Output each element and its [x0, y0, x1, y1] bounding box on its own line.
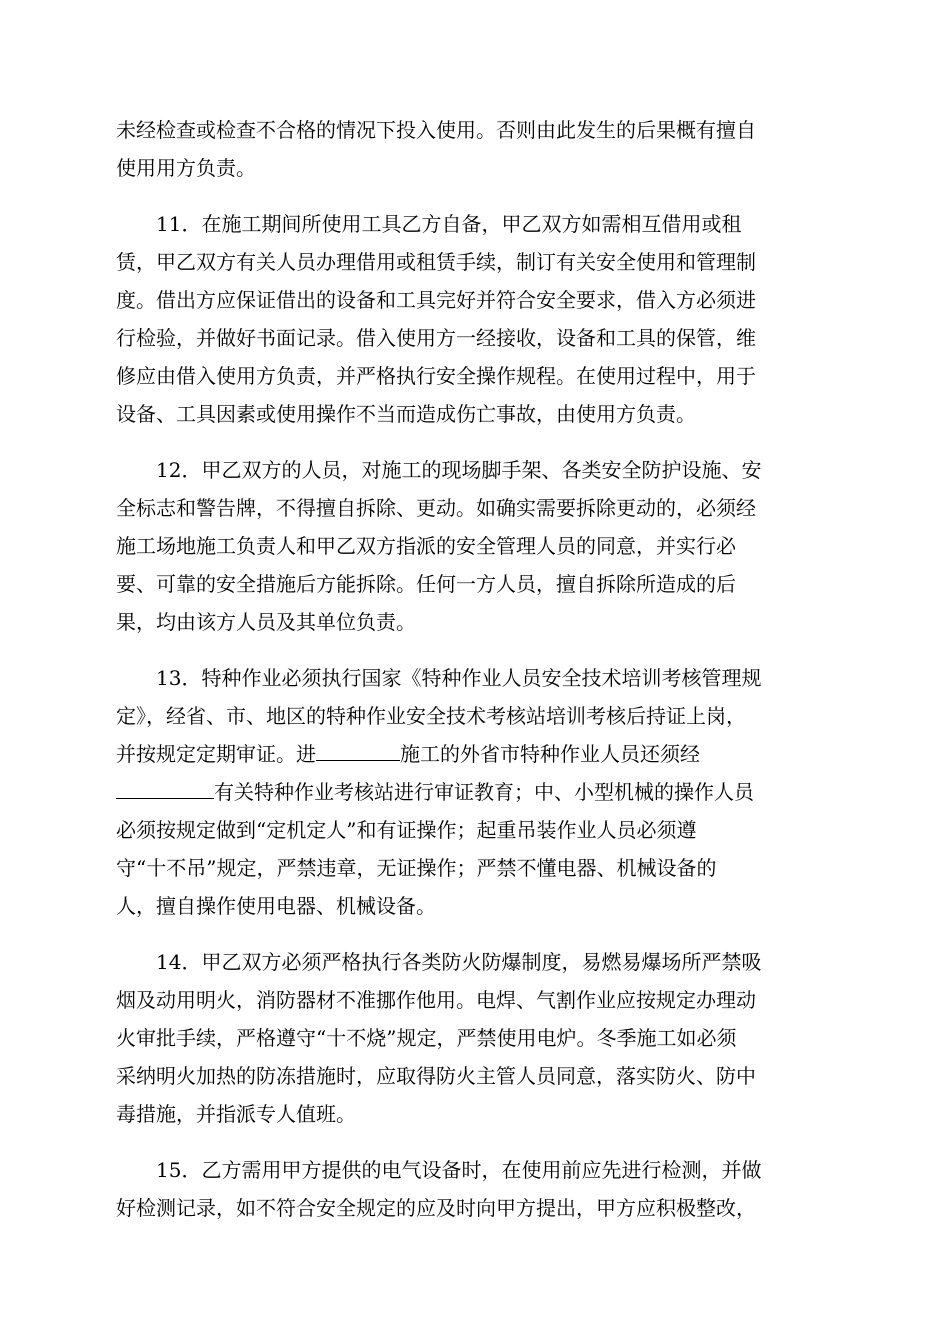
- text-segment: 并按规定定期审证。进: [116, 742, 316, 766]
- paragraph-line: 赁，甲乙双方有关人员办理借用或租赁手续，制订有关安全使用和管理制: [116, 250, 756, 274]
- paragraph-line: 度。借出方应保证借出的设备和工具完好并符合安全要求，借入方必须进: [116, 288, 756, 312]
- paragraph-line: 11．在施工期间所使用工具乙方自备，甲乙双方如需相互借用或租: [156, 212, 742, 236]
- paragraph-line: 定》，经省、市、地区的特种作业安全技术考核站培训考核后持证上岗，: [116, 704, 746, 728]
- paragraph-line: 15．乙方需用甲方提供的电气设备时，在使用前应先进行检测，并做: [156, 1158, 762, 1182]
- paragraph-line: 好检测记录，如不符合安全规定的应及时向甲方提出，甲方应积极整改，: [116, 1196, 756, 1220]
- paragraph-line: 12．甲乙双方的人员，对施工的现场脚手架、各类安全防护设施、安: [156, 458, 762, 482]
- paragraph-line: 施工场地施工负责人和甲乙双方指派的安全管理人员的同意，并实行必: [116, 534, 736, 558]
- paragraph-line: 未经检查或检查不合格的情况下投入使用。否则由此发生的后果概有擅自: [116, 118, 756, 142]
- paragraph-line: 毒措施，并指派专人值班。: [116, 1102, 356, 1126]
- paragraph-line: 采纳明火加热的防冻措施时，应取得防火主管人员同意，落实防火、防中: [116, 1064, 756, 1088]
- paragraph-line: 14．甲乙双方必须严格执行各类防火防爆制度，易燃易爆场所严禁吸: [156, 950, 762, 974]
- paragraph-line-with-blank: [116, 780, 754, 804]
- text-segment: 有关特种作业考核站进行审证教育；中、小型机械的操作人员: [214, 780, 754, 804]
- paragraph-line: 全标志和警告牌，不得擅自拆除、更动。如确实需要拆除更动的，必须经: [116, 496, 756, 520]
- paragraph-line: 13．特种作业必须执行国家《特种作业人员安全技术培训考核管理规: [156, 666, 762, 690]
- text-segment: 施工的外省市特种作业人员还须经: [400, 742, 700, 766]
- paragraph-line: 火审批手续，严格遵守“十不烧”规定，严禁使用电炉。冬季施工如必须: [116, 1026, 737, 1050]
- paragraph-line: 行检验，并做好书面记录。借入使用方一经接收，设备和工具的保管，维: [116, 326, 756, 350]
- paragraph-line: 修应由借入使用方负责，并严格执行安全操作规程。在使用过程中，用于: [116, 364, 756, 388]
- paragraph-line-with-blank: [116, 742, 700, 766]
- paragraph-line: 必须按规定做到“定机定人”和有证操作；起重吊装作业人员必须遵: [116, 818, 697, 842]
- paragraph-line: 使用用方负责。: [116, 156, 256, 180]
- paragraph-line: 要、可靠的安全措施后方能拆除。任何一方人员，擅自拆除所造成的后: [116, 572, 736, 596]
- paragraph-line: 设备、工具因素或使用操作不当而造成伤亡事故，由使用方负责。: [116, 402, 696, 426]
- paragraph-line: 果，均由该方人员及其单位负责。: [116, 610, 416, 634]
- fill-in-blank: [316, 742, 400, 761]
- fill-in-blank: [116, 780, 214, 799]
- paragraph-line: 守“十不吊”规定，严禁违章，无证操作；严禁不懂电器、机械设备的: [116, 856, 717, 880]
- paragraph-line: 人，擅自操作使用电器、机械设备。: [116, 894, 436, 918]
- paragraph-line: 烟及动用明火，消防器材不准挪作他用。电焊、气割作业应按规定办理动: [116, 988, 756, 1012]
